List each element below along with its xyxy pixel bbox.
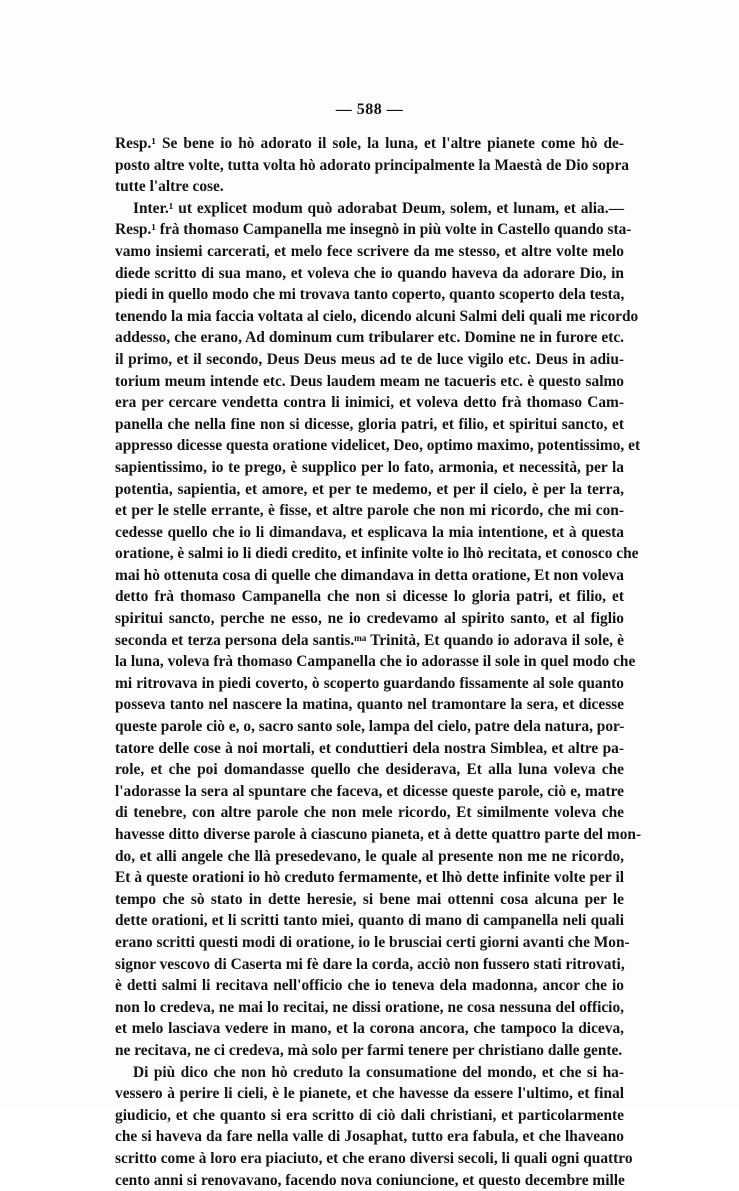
text-line: erano scritti questi modi di oratione, io le brusciai certi giorni avanti che Mon- xyxy=(115,932,624,954)
text-line: Resp.¹ frà thomaso Campanella me insegnò in più volte in Castello quando sta- xyxy=(115,219,624,241)
text-line: appresso dicesse questa oratione videlicet, Deo, optimo maximo, potentissimo, et xyxy=(115,435,624,457)
text-line: ne recitava, ne ci credeva, mà solo per farmi tenere per christiano dalle gente. xyxy=(115,1040,624,1062)
text-line: il primo, et il secondo, Deus Deus meus ad te de luce vigilo etc. Deus in adiu- xyxy=(115,349,624,371)
text-line: queste parole ciò e, o, sacro santo sole, lampa del cielo, patre dela natura, por- xyxy=(115,716,624,738)
text-line: vamo insiemi carcerati, et melo fece scrivere da me stesso, et altre volte melo xyxy=(115,241,624,263)
text-line: role, et che poi domandasse quello che desiderava, Et alla luna voleva che xyxy=(115,759,624,781)
text-line: mai hò ottenuta cosa di quelle che dimandava in detta oratione, Et non voleva xyxy=(115,565,624,587)
body-text xyxy=(115,133,624,1191)
text-line: Inter.¹ ut explicet modum quò adorabat Deum, solem, et lunam, et alia.— xyxy=(115,198,624,220)
text-line: la luna, voleva frà thomaso Campanella che io adorasse il sole in quel modo che xyxy=(115,651,624,673)
text-line: è detti salmi li recitava nell'officio che io teneva dela madonna, ancor che io xyxy=(115,975,624,997)
text-line: che si haveva da fare nella valle di Josaphat, tutto era fabula, et che lhaveano xyxy=(115,1126,624,1148)
text-line: mi ritrovava in piedi coverto, ò scoperto guardando fissamente al sole quanto xyxy=(115,673,624,695)
text-line: di tenebre, con altre parole che non mele ricordo, Et similmente voleva che xyxy=(115,802,624,824)
text-line: signor vescovo di Caserta mi fè dare la corda, acciò non fussero stati ritrovati, xyxy=(115,954,624,976)
text-line: potentia, sapientia, et amore, et per te medemo, et per il cielo, è per la terra, xyxy=(115,479,624,501)
text-line: diede scritto di sua mano, et voleva che io quando haveva da adorare Dio, in xyxy=(115,263,624,285)
text-line: vessero à perire li cieli, è le pianete, et che havesse da essere l'ultimo, et final xyxy=(115,1083,624,1105)
text-line: panella che nella fine non si dicesse, gloria patri, et filio, et spiritui sancto, et xyxy=(115,414,624,436)
text-line: tatore delle cose à noi mortali, et conduttieri dela nostra Simblea, et altre pa- xyxy=(115,738,624,760)
text-line: non lo credeva, ne mai lo recitai, ne dissi oratione, ne cosa nessuna del officio, xyxy=(115,997,624,1019)
text-line: spiritui sancto, perche ne esso, ne io credevamo al spirito santo, et al figlio xyxy=(115,608,624,630)
text-line: tutte l'altre cose. xyxy=(115,176,624,198)
text-line: l'adorasse la sera al spuntare che faceva, et dicesse queste parole, ciò e, matre xyxy=(115,781,624,803)
page-number: — 588 — xyxy=(0,101,739,119)
text-line: tenendo la mia faccia voltata al cielo, dicendo alcuni Salmi deli quali me ricordo xyxy=(115,306,624,328)
text-line: do, et alli angele che llà presedevano, le quale al presente non me ne ricordo, xyxy=(115,846,624,868)
text-line: posto altre volte, tutta volta hò adorato principalmente la Maestà de Dio sopra xyxy=(115,155,624,177)
text-line: addesso, che erano, Ad dominum cum tribularer etc. Domine ne in furore etc. xyxy=(115,327,624,349)
text-line: seconda et terza persona dela santis.ᵐᵃ Trinità, Et quando io adorava il sole, è xyxy=(115,630,624,652)
text-line: Resp.¹ Se bene io hò adorato il sole, la luna, et l'altre pianete come hò de- xyxy=(115,133,624,155)
text-line: et per le stelle errante, è fisse, et altre parole che non mi ricordo, che mi con- xyxy=(115,500,624,522)
text-line: cento anni si renovavano, facendo nova coniuncione, et questo decembre mille xyxy=(115,1170,624,1191)
text-line: torium meum intende etc. Deus laudem meam ne tacueris etc. è questo salmo xyxy=(115,371,624,393)
text-line: cedesse quello che io li dimandava, et esplicava la mia intentione, et à questa xyxy=(115,522,624,544)
text-line: tempo che sò stato in dette heresie, si bene mai ottenni cosa alcuna per le xyxy=(115,889,624,911)
text-line: et melo lasciava vedere in mano, et la corona ancora, che tampoco la diceva, xyxy=(115,1018,624,1040)
text-line: Di più dico che non hò creduto la consumatione del mondo, et che si ha- xyxy=(115,1062,624,1084)
text-line: oratione, è salmi io li diedi credito, et infinite volte io lhò recitata, et conosco che xyxy=(115,543,624,565)
text-line: posseva tanto nel nascere la matina, quanto nel tramontare la sera, et dicesse xyxy=(115,694,624,716)
text-line: giudicio, et che quanto si era scritto di ciò dali christiani, et particolarmente xyxy=(115,1105,624,1127)
text-line: scritto come à loro era piaciuto, et che erano diversi secoli, li quali ogni quattro xyxy=(115,1148,624,1170)
text-line: Et à queste orationi io hò creduto fermamente, et lhò dette infinite volte per il xyxy=(115,867,624,889)
text-line: piedi in quello modo che mi trovava tanto coperto, quanto scoperto dela testa, xyxy=(115,284,624,306)
text-line: havesse ditto diverse parole à ciascuno pianeta, et à dette quattro parte del mon- xyxy=(115,824,624,846)
text-line: detto frà thomaso Campanella che non si dicesse lo gloria patri, et filio, et xyxy=(115,586,624,608)
text-line: sapientissimo, io te prego, è supplico per lo fato, armonia, et necessità, per la xyxy=(115,457,624,479)
text-line: era per cercare vendetta contra li inimici, et voleva detto frà thomaso Cam- xyxy=(115,392,624,414)
text-line: dette orationi, et li scritti tanto miei, quanto di mano di campanella neli quali xyxy=(115,910,624,932)
